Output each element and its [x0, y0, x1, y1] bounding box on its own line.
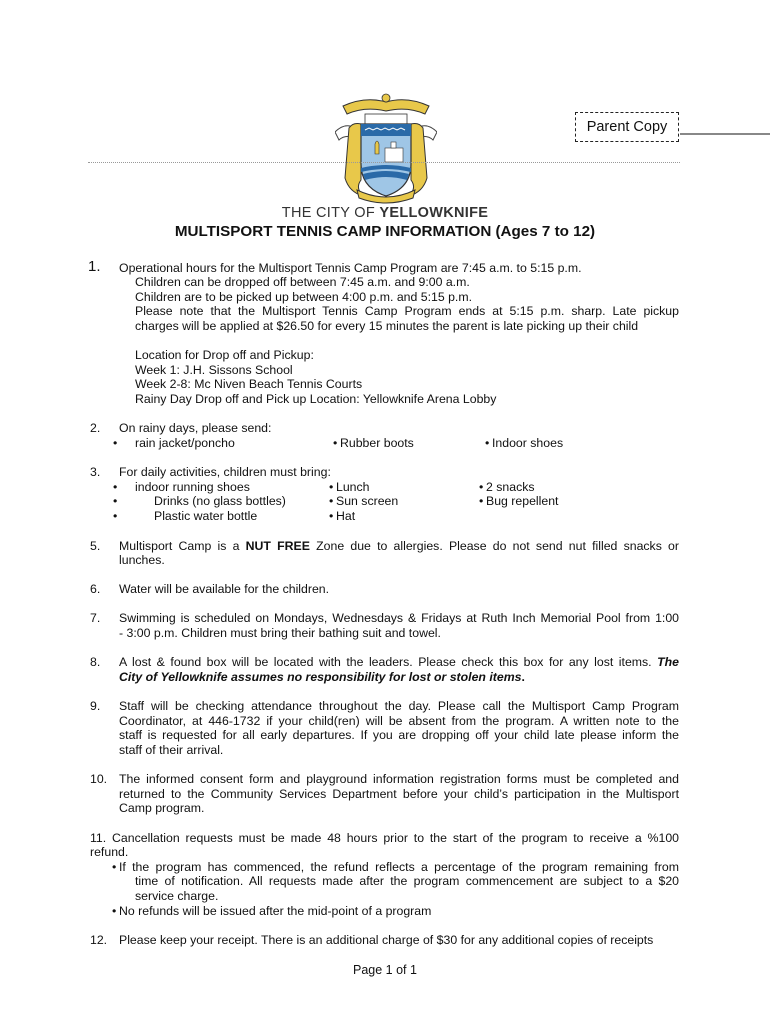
section-1-line-7: Week 1: J.H. Sissons School [135, 363, 293, 377]
section-6-line-1: Water will be available for the children. [119, 582, 330, 596]
bullet-icon: • [485, 436, 490, 450]
section-10-line-3: Camp program. [119, 801, 205, 815]
bullet-icon: • [113, 494, 118, 508]
section-8-line-1: A lost & found box will be located with the leaders. Please check this box for any lost items. The [119, 655, 679, 669]
section-9-line-1: Staff will be checking attendance throughout the day. Please call the Multisport Camp Program [119, 699, 679, 713]
page-number: Page 1 of 1 [353, 963, 417, 977]
parent-copy-bar [680, 133, 770, 135]
bring-item-2: Drinks (no glass bottles) [154, 494, 286, 508]
section-12-number: 12. [90, 933, 108, 947]
bullet-icon: • [479, 494, 484, 508]
bring-item-4: Lunch [336, 480, 370, 494]
bullet-icon: • [113, 509, 118, 523]
section-1-line-5: charges will be applied at $26.50 for every 15 minutes the parent is late picking up their child [135, 319, 639, 333]
bullet-icon: • [333, 436, 338, 450]
section-11-bullet-2: No refunds will be issued after the mid-point of a program [119, 904, 432, 918]
rainy-item-2: Rubber boots [340, 436, 414, 450]
bring-item-3: Plastic water bottle [154, 509, 258, 523]
section-7-number: 7. [90, 611, 101, 625]
section-8-line-2: City of Yellowknife assumes no responsibility for lost or stolen items. [119, 670, 525, 684]
section-7-line-1: Swimming is scheduled on Mondays, Wednesdays & Fridays at Ruth Inch Memorial Pool from 1:00 [119, 611, 679, 625]
section-11-line-1: 11. Cancellation requests must be made 48 hours prior to the start of the program to receive a %100 [90, 831, 679, 845]
section-1-line-3: Children are to be picked up between 4:00 p.m. and 5:15 p.m. [135, 290, 473, 304]
section-1-number: 1. [88, 258, 101, 275]
section-12-line-1: Please keep your receipt. There is an additional charge of $30 for any additional copies of receipts [119, 933, 654, 947]
section-5-line-2: lunches. [119, 553, 165, 567]
header-divider [88, 162, 680, 163]
section-1-line-8: Week 2-8: Mc Niven Beach Tennis Courts [135, 377, 363, 391]
section-1-line-4: Please note that the Multisport Tennis Camp Program ends at 5:15 p.m. sharp. Late pickup [135, 304, 679, 318]
section-11-bullet-1-line-2: time of notification. All requests made after the program commencement are subject to a $20 [135, 874, 679, 888]
section-9-number: 9. [90, 699, 101, 713]
section-2-intro: On rainy days, please send: [119, 421, 272, 435]
section-10-line-2: returned to the Community Services Department before your child’s participation in the Multisport [119, 787, 679, 801]
section-8-number: 8. [90, 655, 101, 669]
section-9-line-4: staff of their arrival. [119, 743, 224, 757]
section-10-number: 10. [90, 772, 108, 786]
section-11-bullet-1-line-3: service charge. [135, 889, 219, 903]
bring-item-8: Bug repellent [486, 494, 559, 508]
bullet-icon: • [113, 436, 118, 450]
section-1-line-9: Rainy Day Drop off and Pick up Location: Yellowknife Arena Lobby [135, 392, 497, 406]
document-title: MULTISPORT TENNIS CAMP INFORMATION (Ages 7 to 12) [174, 223, 596, 240]
section-3-number: 3. [90, 465, 101, 479]
section-11-bullet-1-line-1: If the program has commenced, the refund reflects a percentage of the program remaining from [119, 860, 679, 874]
bullet-icon: • [112, 904, 117, 918]
bullet-icon: • [112, 860, 117, 874]
bring-item-7: 2 snacks [486, 480, 535, 494]
section-9-line-3: staff is requested for all early departures. If you are dropping off your child late please inform the [119, 728, 679, 742]
city-name: THE CITY OF YELLOWKNIFE [281, 205, 489, 221]
section-1-line-2: Children can be dropped off between 7:45 a.m. and 9:00 a.m. [135, 275, 470, 289]
bullet-icon: • [113, 480, 118, 494]
bullet-icon: • [329, 480, 334, 494]
rainy-item-1: rain jacket/poncho [135, 436, 235, 450]
city-crest-logo [335, 92, 437, 204]
bullet-icon: • [329, 509, 334, 523]
section-9-line-2: Coordinator, at 446-1732 if your child(ren) will be absent from the program. A written note to the [119, 714, 679, 728]
section-1-line-1: Operational hours for the Multisport Tennis Camp Program are 7:45 a.m. to 5:15 p.m. [119, 261, 582, 275]
rainy-item-3: Indoor shoes [492, 436, 564, 450]
section-1-line-6: Location for Drop off and Pickup: [135, 348, 314, 362]
section-2-number: 2. [90, 421, 101, 435]
bring-item-5: Sun screen [336, 494, 399, 508]
bullet-icon: • [329, 494, 334, 508]
bring-item-6: Hat [336, 509, 356, 523]
section-3-intro: For daily activities, children must bring: [119, 465, 331, 479]
section-5-number: 5. [90, 539, 101, 553]
bring-item-1: indoor running shoes [135, 480, 250, 494]
section-11-line-2: refund. [90, 845, 129, 859]
parent-copy-label: Parent Copy [575, 112, 679, 142]
section-6-number: 6. [90, 582, 101, 596]
section-5-line-1: Multisport Camp is a NUT FREE Zone due to allergies. Please do not send nut filled snacks or [119, 539, 679, 553]
section-10-line-1: The informed consent form and playground information registration forms must be completed and [119, 772, 679, 786]
section-7-line-2: - 3:00 p.m. Children must bring their bathing suit and towel. [119, 626, 441, 640]
bullet-icon: • [479, 480, 484, 494]
